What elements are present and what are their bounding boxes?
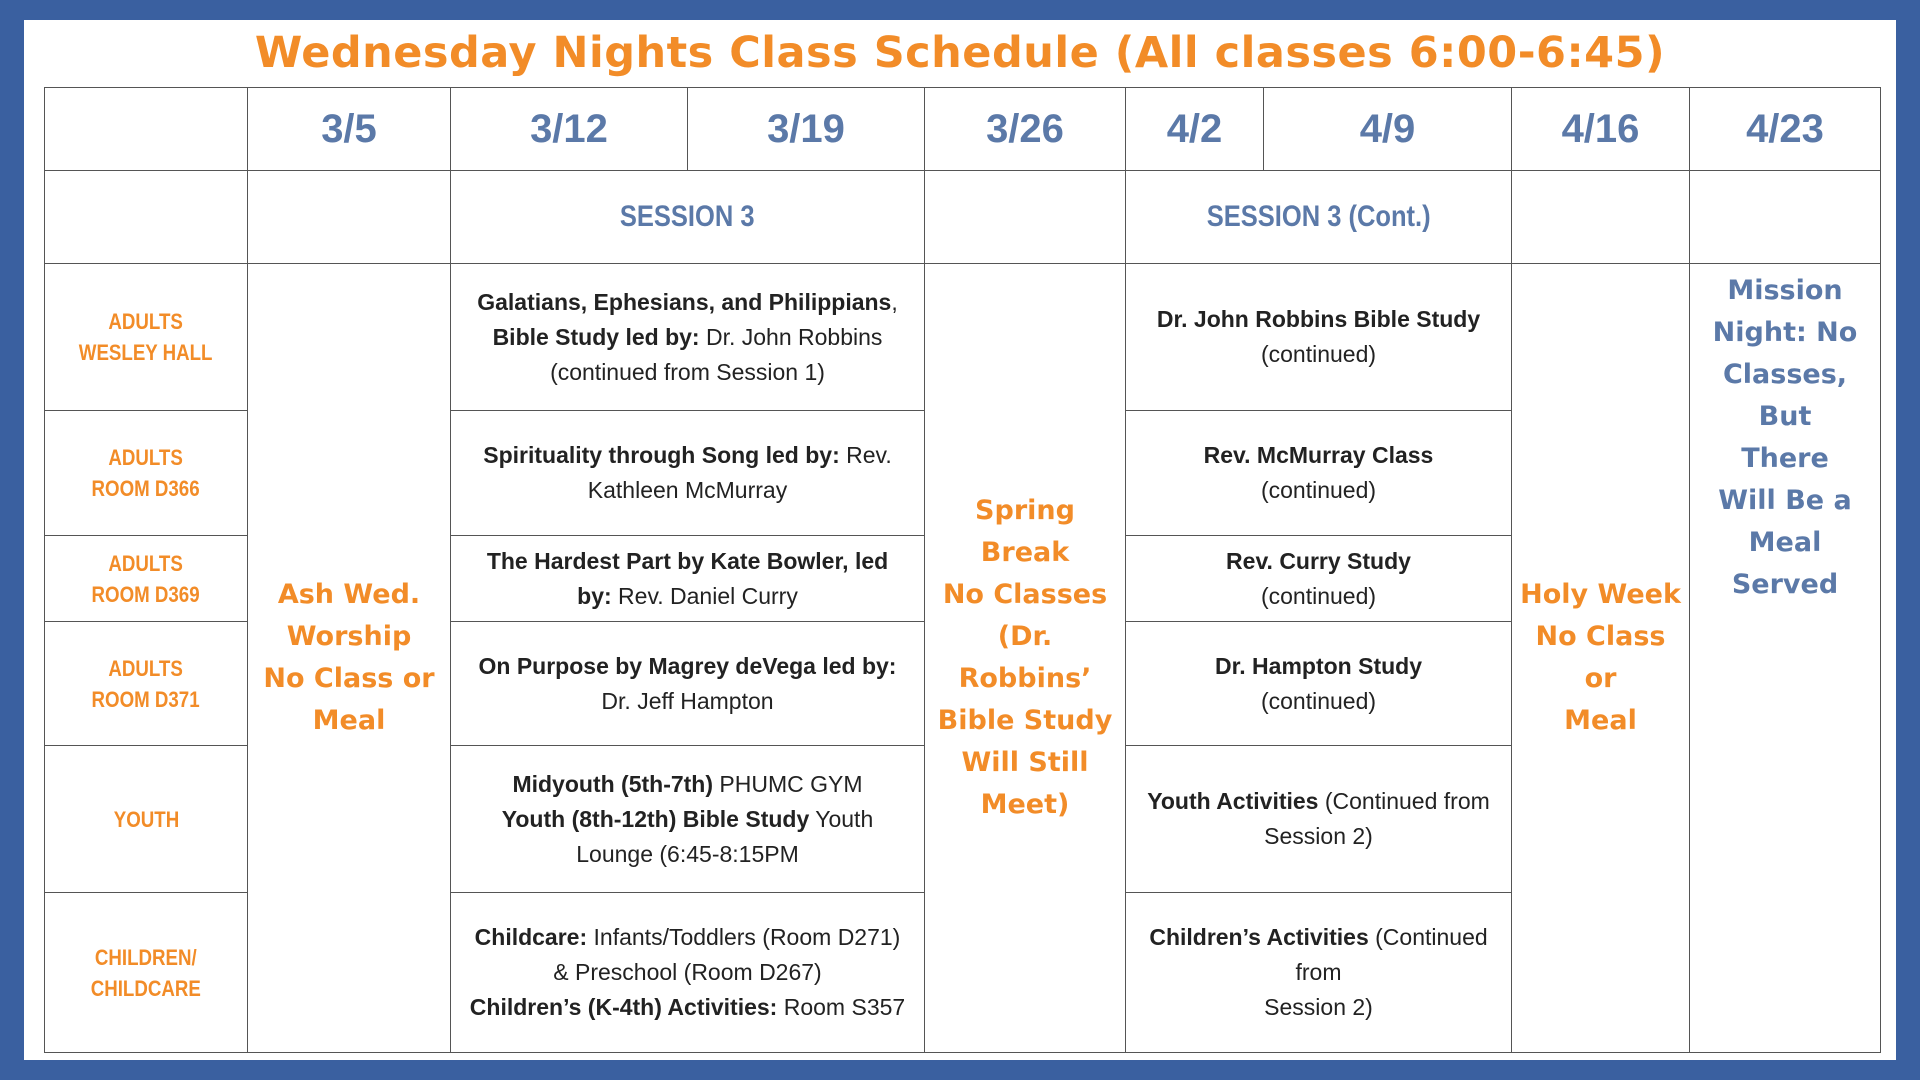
row-header: ADULTS ROOM D369	[45, 536, 248, 622]
date-header: 4/9	[1264, 88, 1512, 171]
schedule-table	[44, 87, 1881, 1053]
date-header: 3/19	[688, 88, 925, 171]
empty-cell	[1512, 171, 1690, 264]
empty-cell	[925, 171, 1126, 264]
date-header: 3/12	[451, 88, 688, 171]
class-cell: Childcare: Infants/Toddlers (Room D271) & Preschool (Room D267) Children’s (K-4th) Activities: Room S357	[451, 893, 925, 1053]
empty-cell	[45, 171, 248, 264]
session-label: SESSION 3	[620, 200, 755, 233]
date-header: 4/16	[1512, 88, 1690, 171]
date-header: 3/26	[925, 88, 1126, 171]
holy-week-cell: Holy Week No Class or Meal	[1512, 264, 1690, 1053]
session-3-header	[451, 171, 925, 264]
row-header: CHILDREN/ CHILDCARE	[45, 893, 248, 1053]
corner-cell	[45, 88, 248, 171]
class-cell: Dr. John Robbins Bible Study (continued)	[1126, 264, 1512, 411]
class-cell: Rev. Curry Study (continued)	[1126, 536, 1512, 622]
class-cell: Youth Activities (Continued from Session 2)	[1126, 746, 1512, 893]
class-cell: The Hardest Part by Kate Bowler, led by: Rev. Daniel Curry	[451, 536, 925, 622]
class-cell: Midyouth (5th-7th) PHUMC GYM Youth (8th-12th) Bible Study Youth Lounge (6:45-8:15PM	[451, 746, 925, 893]
class-cell: Rev. McMurray Class (continued)	[1126, 411, 1512, 536]
ash-wednesday-cell: Ash Wed. Worship No Class or Meal	[248, 264, 451, 1053]
date-header: 3/5	[248, 88, 451, 171]
empty-cell	[248, 171, 451, 264]
row-header: ADULTS ROOM D371	[45, 622, 248, 746]
class-cell: Children’s Activities (Continued from Session 2)	[1126, 893, 1512, 1053]
class-cell: Spirituality through Song led by: Rev. Kathleen McMurray	[451, 411, 925, 536]
session-label: SESSION 3 (Cont.)	[1206, 200, 1431, 233]
page-title: Wednesday Nights Class Schedule (All classes 6:00-6:45)	[254, 28, 1666, 78]
session-row	[45, 171, 1881, 264]
schedule-frame	[24, 20, 1896, 1060]
row-header: ADULTS WESLEY HALL	[45, 264, 248, 411]
mission-night-cell: Mission Night: No Classes, But There Will Be a Meal Served	[1690, 264, 1881, 1053]
spring-break-cell: Spring Break No Classes (Dr. Robbins’ Bible Study Will Still Meet)	[925, 264, 1126, 1053]
class-cell: Galatians, Ephesians, and Philippians, Bible Study led by: Dr. John Robbins (continued from Session 1)	[451, 264, 925, 411]
date-header: 4/2	[1126, 88, 1264, 171]
empty-cell	[1690, 171, 1881, 264]
date-row	[45, 88, 1881, 171]
session-3-cont-header	[1126, 171, 1512, 264]
date-header: 4/23	[1690, 88, 1881, 171]
row-header: YOUTH	[45, 746, 248, 893]
class-cell: On Purpose by Magrey deVega led by: Dr. Jeff Hampton	[451, 622, 925, 746]
row-header: ADULTS ROOM D366	[45, 411, 248, 536]
class-cell: Dr. Hampton Study (continued)	[1126, 622, 1512, 746]
row-adults-wesley	[45, 264, 1881, 411]
